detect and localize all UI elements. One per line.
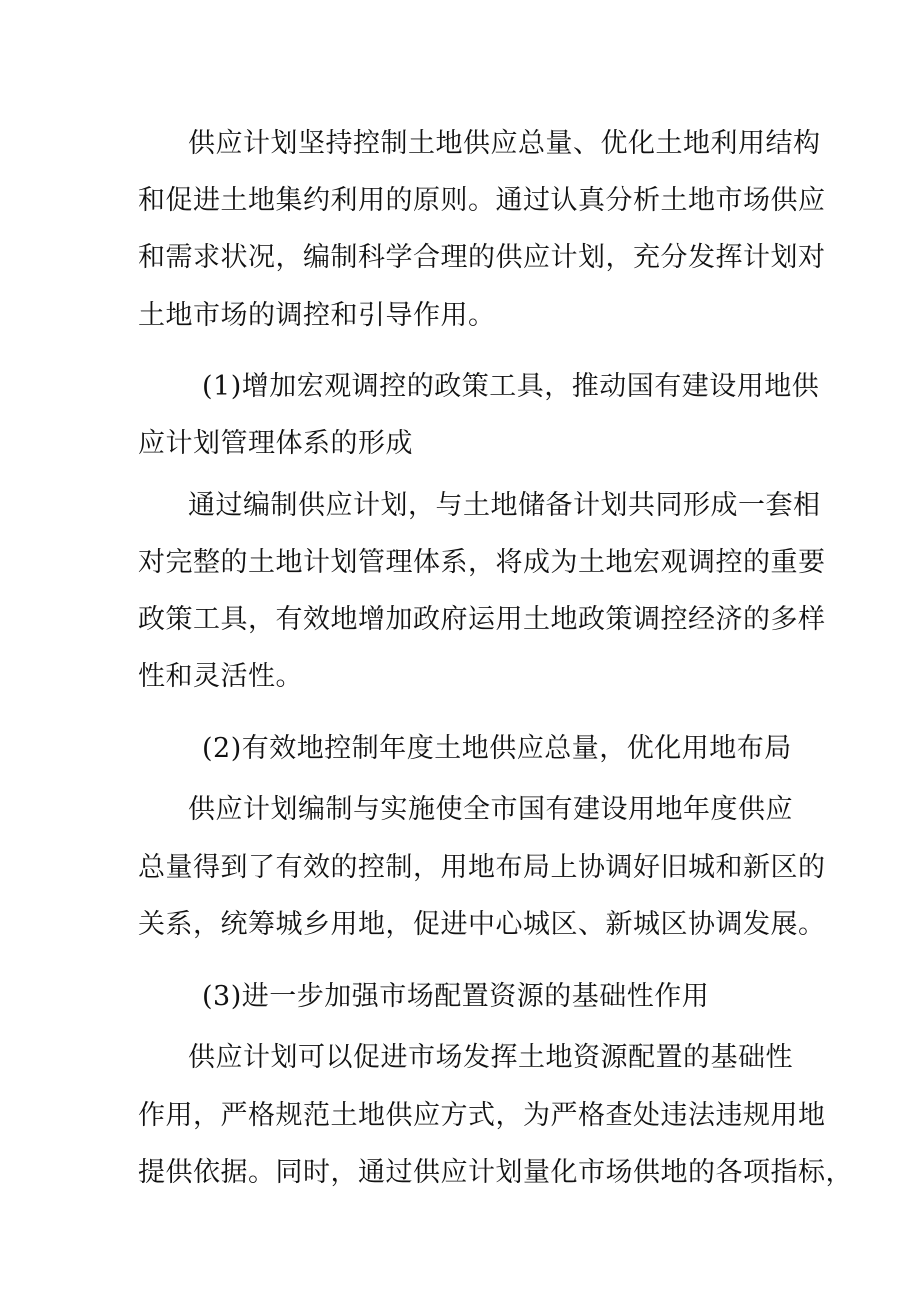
section-heading-1-line-1: (1)增加宏观调控的政策工具，推动国有建设用地供 [202,371,820,402]
paragraph-3-line-1: 供应计划编制与实施使全市国有建设用地年度供应 [188,794,793,825]
paragraph-4-line-1: 供应计划可以促进市场发挥土地资源配置的基础性 [188,1042,793,1073]
paragraph-3-line-3: 关系，统筹城乡用地，促进中心城区、新城区协调发展。 [138,909,826,940]
paragraph-1-line-3: 和需求状况，编制科学合理的供应计划，充分发挥计划对 [138,242,826,273]
paragraph-2-line-2: 对完整的土地计划管理体系，将成为土地宏观调控的重要 [138,547,826,578]
paragraph-2-line-3: 政策工具，有效地增加政府运用土地政策调控经济的多样 [138,604,826,635]
section-heading-2: (2)有效地控制年度土地供应总量，优化用地布局 [202,733,792,764]
paragraph-1-line-4: 土地市场的调控和引导作用。 [138,300,496,331]
paragraph-2-line-1: 通过编制供应计划，与土地储备计划共同形成一套相 [188,490,821,521]
section-heading-1-line-2: 应计划管理体系的形成 [138,428,413,459]
paragraph-4-line-3: 提供依据。同时，通过供应计划量化市场供地的各项指标， [138,1157,853,1188]
paragraph-2-line-4: 性和灵活性。 [138,661,303,692]
paragraph-4-line-2: 作用，严格规范土地供应方式，为严格查处违法违规用地 [138,1100,826,1131]
paragraph-1-line-2: 和促进土地集约利用的原则。通过认真分析土地市场供应 [138,185,826,216]
paragraph-1-line-1: 供应计划坚持控制土地供应总量、优化土地利用结构 [188,128,821,159]
section-heading-3: (3)进一步加强市场配置资源的基础性作用 [202,981,710,1012]
paragraph-3-line-2: 总量得到了有效的控制，用地布局上协调好旧城和新区的 [138,852,826,883]
